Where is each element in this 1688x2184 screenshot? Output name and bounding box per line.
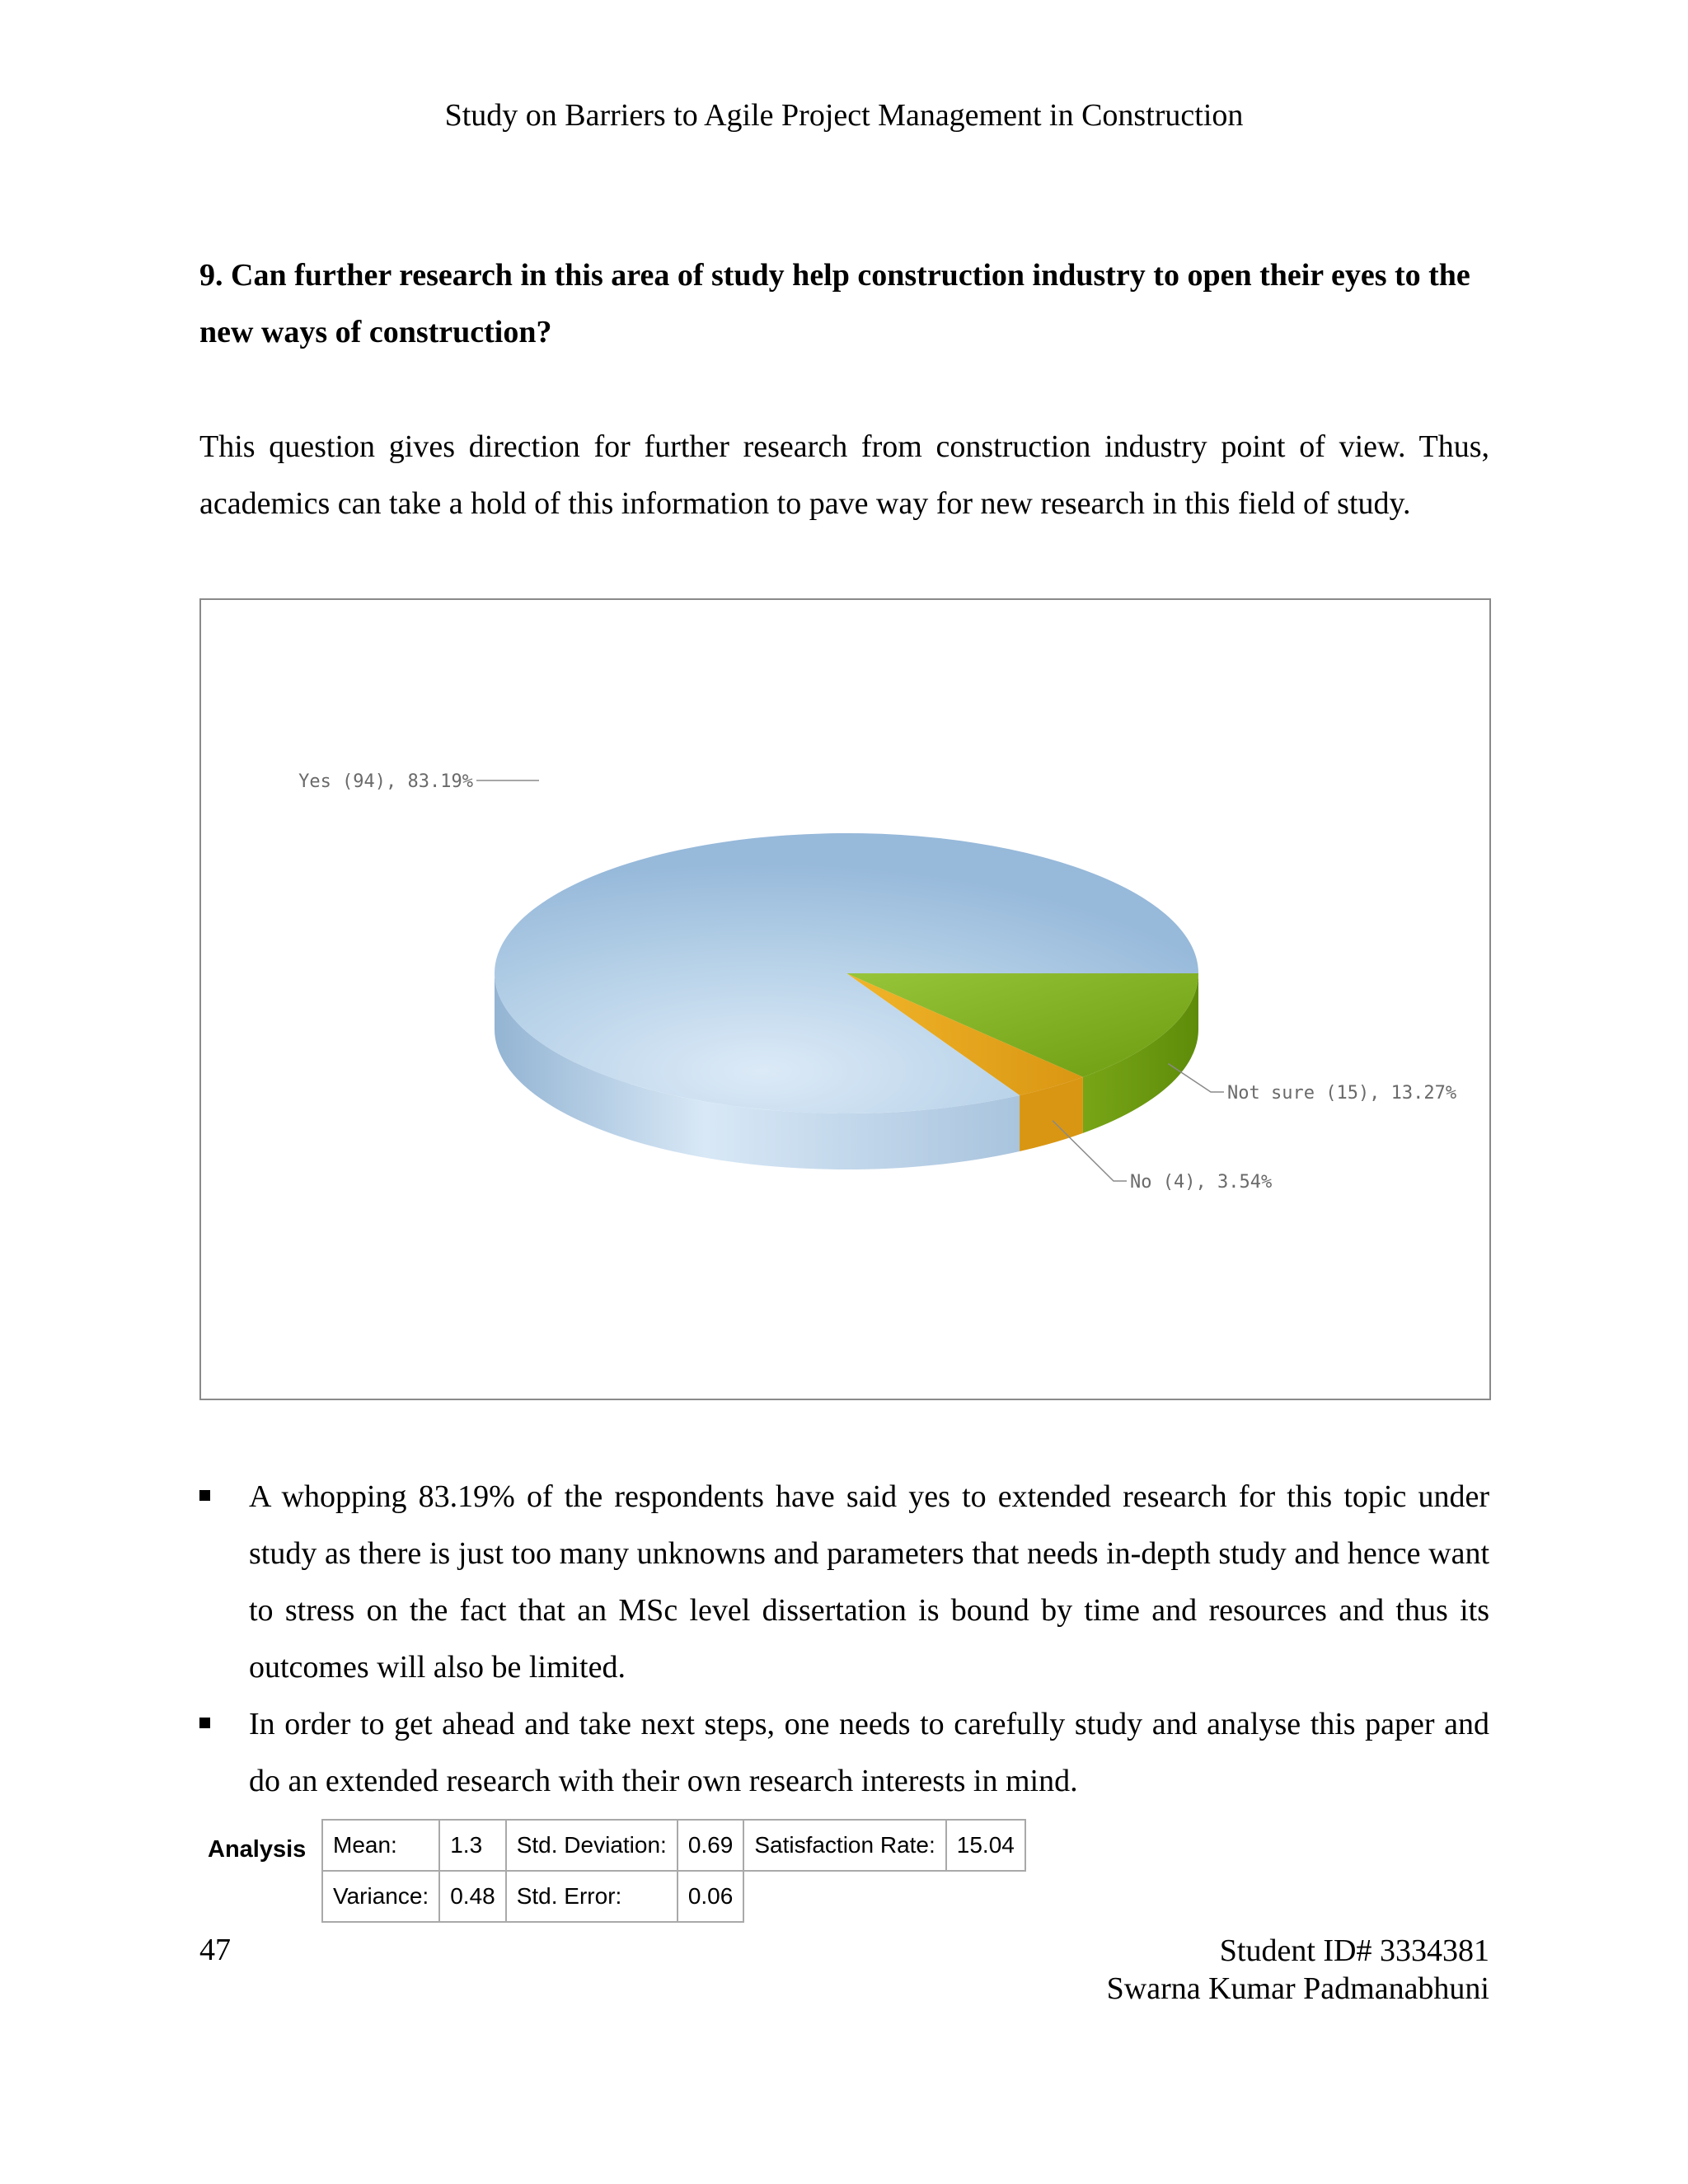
variance-label: Variance: [322, 1871, 439, 1922]
analysis-table [321, 1819, 1026, 1923]
empty-cell [946, 1871, 1025, 1922]
intro-line-1: This question gives direction for further research from construction industry point of view. Thus, [199, 429, 1489, 464]
finding-text-2: In order to get ahead and take next steps, one needs to carefully study and analyse this paper and do an extended research with their own research interests in mind. [249, 1707, 1489, 1798]
square-bullet-icon [199, 1490, 210, 1501]
satisfaction-rate-value: 15.04 [946, 1820, 1025, 1871]
slice-label-no: No (4), 3.54% [1130, 1172, 1273, 1193]
mean-value: 1.3 [439, 1820, 506, 1871]
mean-label: Mean: [322, 1820, 439, 1871]
running-header: Study on Barriers to Agile Project Management in Construction [444, 98, 1244, 133]
question-heading: 9. Can further research in this area of study help construction industry to open their eyes to the new ways of construction? [199, 258, 1470, 349]
std-deviation-label: Std. Deviation: [506, 1820, 678, 1871]
student-id: Student ID# 3334381 [1219, 1933, 1489, 1968]
intro-line-2: academics can take a hold of this information to pave way for new research in this field of study. [199, 486, 1411, 521]
page-number: 47 [199, 1933, 231, 1967]
finding-text-1: A whopping 83.19% of the respondents have said yes to extended research for this topic under study as there is just too many unknowns and parameters that needs in-depth study and hence want to stress on the fact that an MSc level dissertation is bound by time and resources and thus its outcomes will also be limited. [249, 1479, 1489, 1685]
findings-list [199, 1469, 1489, 1810]
pie-chart [199, 598, 1491, 1400]
satisfaction-rate-label: Satisfaction Rate: [743, 1820, 945, 1871]
footer-author-block [1107, 1932, 1489, 2008]
analysis-label: Analysis [208, 1836, 307, 1863]
intro-paragraph [199, 419, 1489, 532]
std-error-label: Std. Error: [506, 1871, 678, 1922]
analysis-row-2 [322, 1871, 1025, 1922]
std-deviation-value: 0.69 [678, 1820, 744, 1871]
finding-item-2 [199, 1696, 1489, 1810]
variance-value: 0.48 [439, 1871, 506, 1922]
finding-item-1 [199, 1469, 1489, 1696]
empty-cell [743, 1871, 945, 1922]
analysis-row-1 [322, 1820, 1025, 1871]
slice-label-yes: Yes (94), 83.19% [298, 771, 473, 792]
square-bullet-icon [199, 1718, 210, 1728]
pie-chart-svg [201, 600, 1489, 1399]
std-error-value: 0.06 [678, 1871, 744, 1922]
author-name: Swarna Kumar Padmanabhuni [1106, 1971, 1489, 2006]
slice-label-not-sure: Not sure (15), 13.27% [1227, 1083, 1457, 1104]
